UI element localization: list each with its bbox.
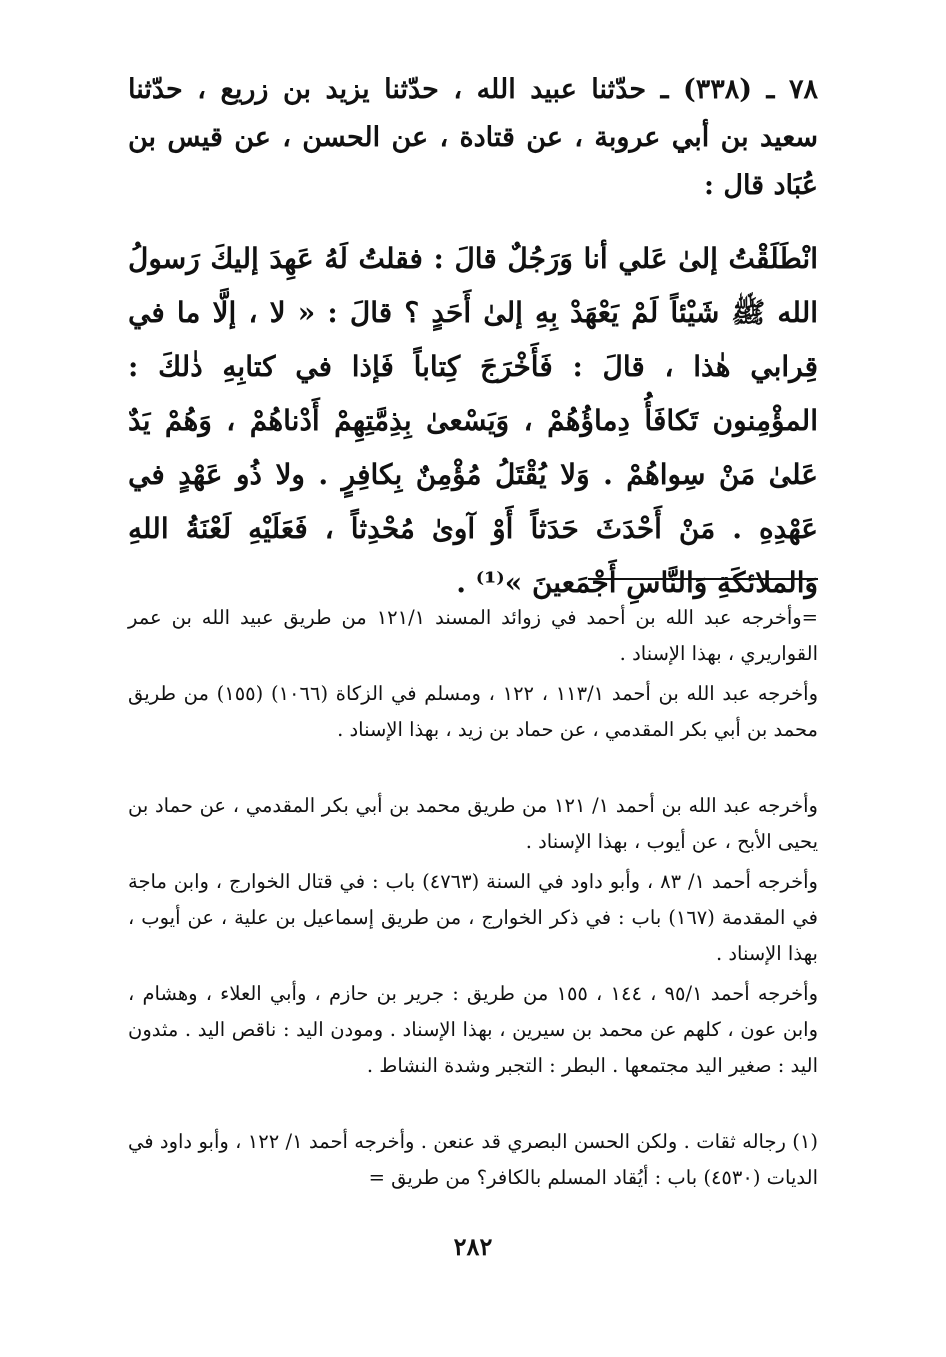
footnote-paragraph: وأخرجه أحمد ١/ ٨٣ ، وأبو داود في السنة (٤٧٦٣) باب : في قتال الخوارج ، وابن ماجة في المقدمة (١٦٧) باب : في ذكر الخوارج ، من طريق إسماعيل بن علية ، عن أيوب ، بهذا الإسناد .	[128, 870, 818, 965]
footnote-1: (١) رجاله ثقات . ولكن الحسن البصري قد عنعن . وأخرجه أحمد ١/ ١٢٢ ، وأبو داود في الديات (٤٥٣٠) باب : أيُقاد المسلم بالكافر؟ من طريق =	[128, 1130, 818, 1189]
hadith-isnad: ٧٨ ـ (٣٣٨) ـ حدّثنا عبيد الله ، حدّثنا يزيد بن زريع ، حدّثنا سعيد بن أبي عروبة ، عن قتادة ، عن الحسن ، عن قيس بن عُبَاد قال :	[128, 74, 818, 201]
footnote-paragraph: =وأخرجه عبد الله بن أحمد في زوائد المسند ١٢١/١ من طريق عبيد الله بن عمر القواريري ، بهذا الإسناد .	[128, 606, 818, 665]
footnote-divider	[588, 578, 818, 580]
hadith-matn: انْطَلَقْتُ إلىٰ عَلي أنا وَرَجُلٌ قالَ : فقلتُ لَهُ عَهِدَ إليكَ رَسولُ الله ﷺ شَيْئاً لَمْ يَعْهَدْ بِهِ إلىٰ أَحَدٍ ؟ قالَ : « لا ، إلَّا ما في قِرابي هٰذا ، قالَ : فَأَخْرَجَ كِتاباً فَإذا في كتابِهِ ذٰلكَ : المؤْمِنون تَكافَأُ دِماؤُهُمْ ، وَيَسْعىٰ بِذِمَّتِهِمْ أَدْناهُمْ ، وَهُمْ يَدٌ عَلىٰ مَنْ سِواهُمْ . وَلا يُقْتَلُ مُؤْمِنٌ بِكافِرٍ . ولا ذُو عَهْدٍ في عَهْدِهِ . مَنْ أَحْدَثَ حَدَثاً أَوْ آوىٰ مُحْدِثاً ، فَعَلَيْهِ لَعْنَةُ اللهِ وَالملائكَةِ وَالنَّاسِ أَجْمَعينَ »⁽¹⁾ .	[128, 242, 818, 599]
page-number: ٢٨٢	[453, 1232, 493, 1261]
footnote-paragraph: وأخرجه عبد الله بن أحمد ١١٣/١ ، ١٢٢ ، ومسلم في الزكاة (١٠٦٦) (١٥٥) من طريق محمد بن أبي بكر المقدمي ، عن حماد بن زيد ، بهذا الإسناد .	[128, 682, 818, 741]
footnote-paragraph: وأخرجه عبد الله بن أحمد ١/ ١٢١ من طريق محمد بن أبي بكر المقدمي ، عن حماد بن يحيى الأبح ، عن أيوب ، بهذا الإسناد .	[128, 794, 818, 853]
footnote-paragraph: وأخرجه أحمد ٩٥/١ ، ١٤٤ ، ١٥٥ من طريق : جرير بن حازم ، وأبي العلاء ، وهشام ، وابن عون ، كلهم عن محمد بن سيرين ، بهذا الإسناد . ومودن اليد : ناقص اليد . مثدون اليد : صغير اليد مجتمعها . البطر : التجبر وشدة النشاط .	[128, 982, 818, 1077]
